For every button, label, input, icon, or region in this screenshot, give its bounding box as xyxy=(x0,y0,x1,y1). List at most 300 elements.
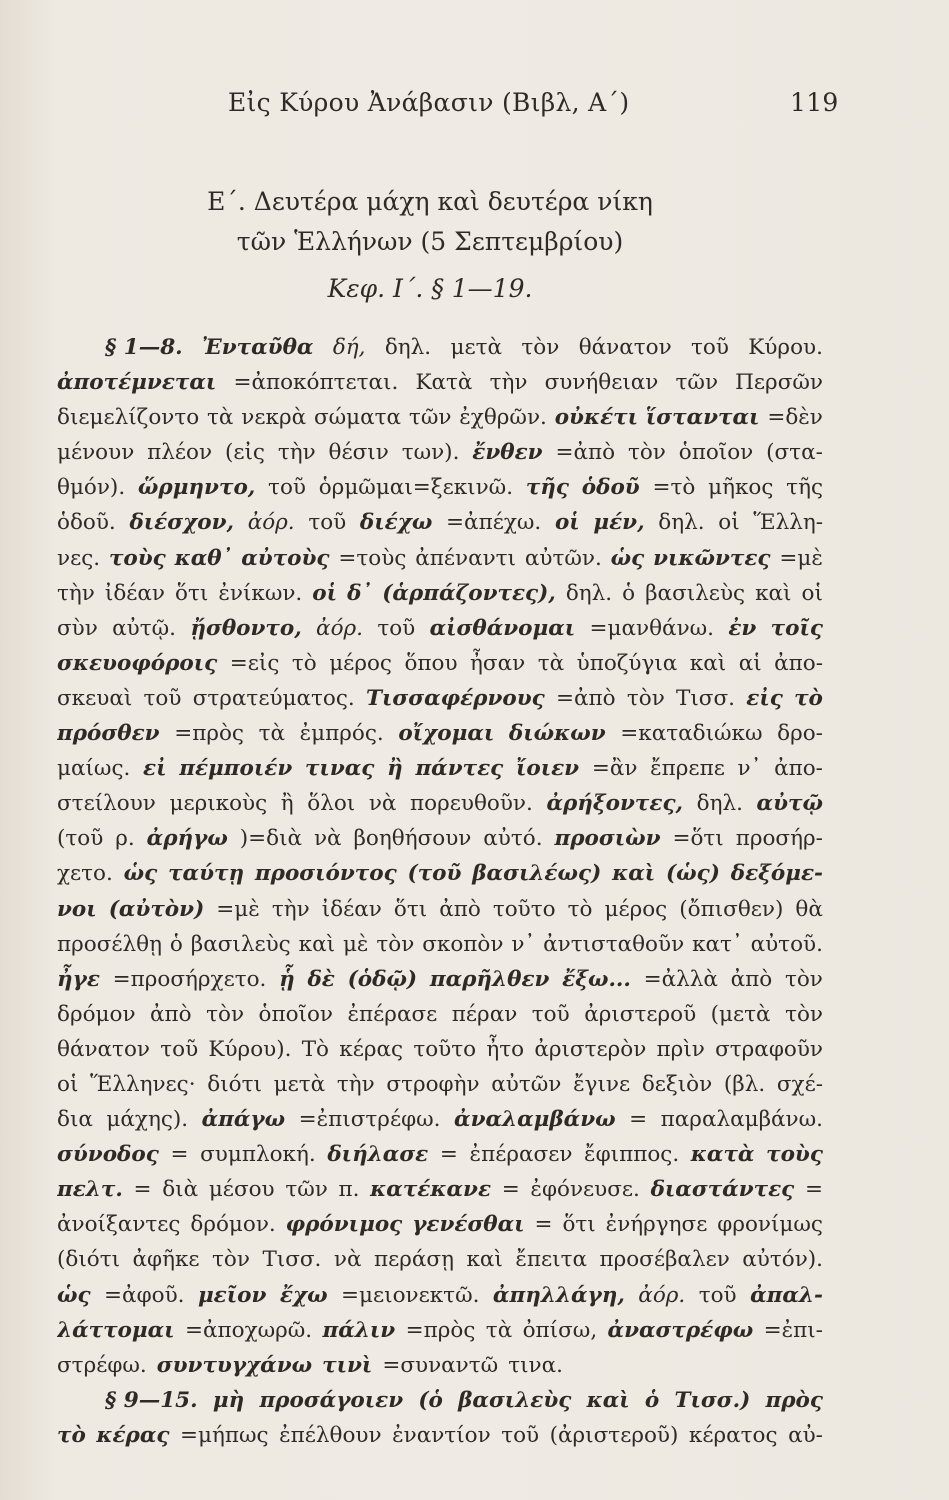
gloss-word: στείλουν xyxy=(57,791,156,817)
lemma-word: πρὸς xyxy=(765,1387,823,1413)
lemma-word: ταύτῃ xyxy=(168,861,245,887)
gloss-word: Κατὰ xyxy=(415,370,473,396)
gloss-word: ὅτι xyxy=(175,580,209,606)
gloss-word: ὅτι xyxy=(562,1212,596,1238)
gloss-word: = xyxy=(501,1177,520,1203)
gloss-word: βοηθήσουν xyxy=(353,826,472,852)
gloss-word: τῶν xyxy=(285,1177,328,1203)
text-line xyxy=(57,1067,823,1102)
lemma-word: τὸ xyxy=(57,1422,86,1448)
gloss-word: σώματα xyxy=(313,405,402,431)
gloss-word: τοῦ xyxy=(268,475,306,501)
gloss-word: τοῦτο xyxy=(413,1036,477,1062)
gloss-word: σχέ- xyxy=(776,1071,823,1097)
text-line xyxy=(57,681,823,716)
gloss-word: φρονίμως xyxy=(717,1212,823,1238)
gloss-word: ἔγινε xyxy=(573,1071,631,1097)
gloss-word: δεξιὸν xyxy=(641,1071,713,1097)
gloss-word: δή, xyxy=(332,335,366,360)
gloss-word: πλέον xyxy=(147,440,213,466)
lemma-word: ἐν xyxy=(728,615,757,641)
gloss-word: ρ. xyxy=(115,826,135,852)
gloss-word: στραφοῦν xyxy=(715,1036,823,1062)
gloss-word: ἀόρ. xyxy=(316,615,363,641)
gloss-word: Τισσ. xyxy=(676,685,735,711)
gloss-word: ἰδέαν xyxy=(321,896,382,922)
lemma-word: νοι xyxy=(57,896,97,922)
lemma-word: δὲ xyxy=(307,966,335,992)
gloss-word: ἐναντίον xyxy=(392,1422,491,1448)
gloss-word: =μὲ xyxy=(216,896,260,922)
gloss-word: =καταδιώκω xyxy=(620,721,763,747)
gloss-word: (μετὰ xyxy=(710,1001,771,1027)
text-line xyxy=(57,541,823,576)
gloss-word: οἱ xyxy=(718,510,740,536)
gloss-word: =τὸ xyxy=(652,475,696,501)
gloss-word: αὐτό. xyxy=(483,826,543,852)
text-line xyxy=(57,470,823,505)
lemma-word: ἔνθεν xyxy=(472,440,543,466)
text-line xyxy=(57,646,823,681)
lemma-word: (αὐτὸν) xyxy=(108,896,205,922)
lemma-word: τῆς xyxy=(525,475,570,501)
lemma-word: ὁδοῦ xyxy=(581,475,640,501)
gloss-word: ἐπέρασεν xyxy=(469,1142,573,1168)
gloss-word: χετο. xyxy=(57,861,113,887)
lemma-word: ὡς xyxy=(610,545,645,571)
gloss-word: τὴν xyxy=(336,1071,375,1097)
text-line xyxy=(57,821,823,856)
lemma-word: ἔξω... xyxy=(562,966,631,992)
text-line xyxy=(57,611,823,646)
gloss-word: δηλ. xyxy=(384,335,432,360)
lemma-word: μεῖον xyxy=(197,1282,267,1308)
gloss-word: μέρος xyxy=(329,650,392,676)
gloss-word: διεμελίζοντο xyxy=(57,405,200,431)
gloss-word: αὐτῶν. xyxy=(524,545,602,571)
gloss-word: προσέβαλεν xyxy=(599,1247,730,1273)
text-line xyxy=(57,751,823,786)
gloss-word: τοῦ xyxy=(377,615,416,641)
gloss-word: σκευαὶ xyxy=(57,685,133,711)
gloss-word: καὶ xyxy=(755,580,792,606)
gloss-word: δηλ. xyxy=(658,510,705,536)
gloss-word: τὸν xyxy=(626,685,665,711)
gloss-word: ἀντισταθοῦν xyxy=(543,931,685,957)
gloss-word: =ἀλλὰ xyxy=(643,966,718,992)
gloss-word: δηλ. xyxy=(565,580,613,606)
lemma-word: βασιλεὺς xyxy=(458,1387,572,1413)
lemma-word: ᾗ xyxy=(279,966,295,992)
lemma-word: πελτ. xyxy=(57,1177,123,1203)
lemma-word: προσάγοιεν xyxy=(259,1387,404,1413)
lemma-word: κέρας xyxy=(96,1422,170,1448)
lemma-word: παρῆλθεν xyxy=(429,966,550,992)
lemma-word: διέσχον, xyxy=(129,510,234,536)
lemma-word: τινὶ xyxy=(322,1352,373,1378)
gloss-word: ἀφῆκε xyxy=(132,1247,200,1273)
text-line xyxy=(57,1137,823,1172)
gloss-word: =ἀποχωρῶ. xyxy=(184,1317,313,1343)
gloss-word: =ἐπι- xyxy=(763,1317,823,1343)
lemma-word: διώκων xyxy=(508,721,606,747)
lemma-word: πρόσθεν xyxy=(57,721,160,747)
gloss-word: ὁδοῦ. xyxy=(57,510,116,536)
gloss-word: τὴν xyxy=(271,896,310,922)
gloss-word: =μειονεκτῶ. xyxy=(341,1282,480,1308)
gloss-word: τὸν xyxy=(212,1247,250,1273)
gloss-word: = xyxy=(439,1142,458,1168)
gloss-word: ἀπο- xyxy=(774,650,823,676)
lemma-word: αὐτοὺς xyxy=(241,545,330,571)
gloss-word: ἀπὸ xyxy=(730,966,773,992)
gloss-word: δρόμον. xyxy=(190,1212,276,1238)
gloss-word: ἐφόνευσε. xyxy=(530,1177,640,1203)
gloss-word: στρέφω. xyxy=(57,1352,147,1378)
gloss-word: (διότι xyxy=(57,1247,121,1273)
lemma-word: μέν, xyxy=(593,510,645,536)
gloss-word: τοῦ xyxy=(698,1282,737,1308)
gloss-word: τὰ xyxy=(537,650,565,676)
lemma-word: δ᾽ xyxy=(347,580,373,606)
gloss-word: μέρος xyxy=(604,896,668,922)
gloss-word: ἀπὸ xyxy=(439,896,481,922)
gloss-word: =εἰς xyxy=(229,650,280,676)
lemma-word: ἀπαλ- xyxy=(750,1282,823,1308)
gloss-word: =ὅτι xyxy=(672,826,724,852)
lemma-word: λάττομαι xyxy=(57,1317,175,1343)
lemma-word: οἴχομαι xyxy=(398,721,495,747)
lemma-word: (ἁρπάζοντες), xyxy=(382,580,556,606)
gloss-word: προσήρ- xyxy=(735,826,823,852)
text-line xyxy=(57,435,823,470)
gloss-word: καὶ xyxy=(466,1247,503,1273)
gloss-word: ὑποζύγια xyxy=(576,650,678,676)
lemma-word: καὶ xyxy=(586,1387,630,1413)
gloss-word: =τοὺς xyxy=(338,545,407,571)
gloss-word: μάχης). xyxy=(106,1107,189,1133)
gloss-word: περάσῃ xyxy=(373,1247,454,1273)
gloss-word: νὰ xyxy=(313,826,342,852)
gloss-word: τῆς xyxy=(786,475,823,501)
text-line xyxy=(57,1418,823,1453)
gloss-word: = xyxy=(133,1177,152,1203)
gloss-word: μετὰ xyxy=(450,335,503,360)
gloss-word: Περσῶν xyxy=(735,370,823,396)
gloss-word: τῶν xyxy=(675,370,719,396)
gloss-word: ἐχθρῶν. xyxy=(459,405,547,431)
gloss-word: ἀόρ. xyxy=(247,510,295,536)
gloss-word: μένουν xyxy=(57,440,135,466)
gloss-word: τὸν xyxy=(206,1001,245,1027)
lemma-word: Τισσαφέρνους xyxy=(366,685,545,711)
gloss-word: αὐτῶν xyxy=(491,1071,562,1097)
lemma-word: Τισσ.) xyxy=(674,1387,751,1413)
gloss-word: ὅλοι xyxy=(307,791,356,817)
gloss-word: τῶν xyxy=(408,405,452,431)
gloss-word: =μανθάνω. xyxy=(589,615,715,641)
gloss-word: Τὸ xyxy=(301,1036,329,1062)
text-line xyxy=(57,997,823,1032)
gloss-word: μὲ xyxy=(342,931,369,957)
gloss-word: ἰδέαν xyxy=(104,580,165,606)
lemma-word: τοὺς xyxy=(108,545,166,571)
gloss-word: διότι xyxy=(207,1071,262,1097)
lemma-word: πάντες xyxy=(415,756,504,782)
gloss-word: =ἀπέχω. xyxy=(446,510,542,536)
gloss-word: πρὶν xyxy=(656,1036,705,1062)
text-line xyxy=(57,330,823,365)
gloss-word: τοῦ xyxy=(143,685,182,711)
gloss-word: τὸ xyxy=(291,650,317,676)
gloss-word: αὐτοῦ. xyxy=(750,931,823,957)
gloss-word: τινα. xyxy=(508,1352,563,1378)
lemma-word: ἀποτέμνεται xyxy=(57,370,217,396)
gloss-word: μερικοὺς xyxy=(169,791,268,817)
section-heading-line-1: Ε΄. Δευτέρα μάχη καὶ δευτέρα νίκη xyxy=(207,187,653,216)
gloss-word: τοῦτο xyxy=(492,896,556,922)
text-line xyxy=(57,400,823,435)
gloss-word: τὸν xyxy=(784,966,823,992)
lemma-word: (ὁδῷ) xyxy=(347,966,418,992)
gloss-word: νὰ xyxy=(368,791,397,817)
text-line xyxy=(57,1172,823,1207)
gloss-word: νεκρὰ xyxy=(241,405,307,431)
gloss-word: τὴν xyxy=(277,440,316,466)
lemma-word: διέχω xyxy=(359,510,433,536)
gloss-word: ὀπίσω, xyxy=(522,1317,598,1343)
gloss-word: π. xyxy=(338,1177,360,1203)
lemma-word: βασιλέως) xyxy=(472,861,602,887)
lemma-word: τὸ xyxy=(794,685,823,711)
lemma-word: § 9—15. xyxy=(105,1387,198,1413)
gloss-word: τὴν xyxy=(57,580,95,606)
gloss-word: τὸ xyxy=(567,896,593,922)
gloss-word: οἱ xyxy=(801,580,823,606)
lemma-word: κατέκανε xyxy=(370,1177,492,1203)
lemma-word: οἱ xyxy=(312,580,338,606)
text-line xyxy=(57,786,823,821)
gloss-word: =πρὸς xyxy=(174,721,244,747)
gloss-word: ἐπέλθουν xyxy=(279,1422,382,1448)
gloss-word: ὅτι xyxy=(393,896,428,922)
gloss-word: ἢ xyxy=(280,791,294,817)
gloss-word: οἱ xyxy=(57,1071,79,1097)
lemma-word: συντυγχάνω xyxy=(156,1352,313,1378)
gloss-word: ἐπέρασε xyxy=(347,1001,438,1027)
gloss-word: ἦτο xyxy=(486,1036,525,1062)
gloss-word: προσέλθῃ xyxy=(57,931,162,957)
gloss-word: δηλ. xyxy=(696,791,743,817)
lemma-word: γενέσθαι xyxy=(412,1212,525,1238)
gloss-word: τὸν xyxy=(627,440,666,466)
lemma-word: ἀπάγω xyxy=(201,1107,286,1133)
gloss-word: ἀριστερὸν xyxy=(534,1036,647,1062)
lemma-word: (ὁ xyxy=(418,1387,443,1413)
gloss-word: τὰ xyxy=(485,1317,513,1343)
text-line xyxy=(57,1102,823,1137)
gloss-word: ἔπρεπε xyxy=(650,756,725,782)
gloss-word: θὰ xyxy=(795,896,823,922)
gloss-word: = xyxy=(804,1177,823,1203)
gloss-word: =μήπως xyxy=(180,1422,269,1448)
gloss-word: ὁποῖον xyxy=(678,440,754,466)
gloss-word: τὸν xyxy=(785,1001,823,1027)
gloss-word: θάνατον xyxy=(57,1036,150,1062)
gloss-word: =προσήρχετο. xyxy=(112,966,267,992)
gloss-word: αἱ xyxy=(738,650,762,676)
gloss-word: πέραν xyxy=(451,1001,518,1027)
lemma-word: ὡς xyxy=(123,861,158,887)
text-line xyxy=(57,927,823,962)
gloss-word: αὐτόν). xyxy=(742,1247,823,1273)
gloss-word: ἔπειτα xyxy=(515,1247,587,1273)
gloss-word: Τισσ. xyxy=(262,1247,322,1273)
gloss-word: Κύρου). xyxy=(208,1036,292,1062)
text-line xyxy=(57,1032,823,1067)
gloss-word: κατ᾽ xyxy=(692,931,743,957)
lemma-word: δεξόμε- xyxy=(730,861,823,887)
gloss-word: δια xyxy=(57,1107,93,1133)
lemma-word: καθ᾽ xyxy=(174,545,233,571)
text-line xyxy=(57,1383,823,1418)
gloss-word: (τοῦ xyxy=(57,826,104,852)
gloss-word: =ἀποκόπτεται. xyxy=(233,370,399,396)
gloss-word: κέρας xyxy=(339,1036,404,1062)
gloss-word: ὁρμῶμαι=ξεκινῶ. xyxy=(318,475,514,501)
text-line xyxy=(57,856,823,891)
gloss-word: ν᾽ xyxy=(511,931,536,957)
lemma-word: ἀπηλλάγη, xyxy=(492,1282,625,1308)
gloss-word: = xyxy=(629,1107,648,1133)
text-line xyxy=(57,1207,823,1242)
gloss-word: ἔφιππος. xyxy=(584,1142,680,1168)
gloss-word: αὐτῷ. xyxy=(112,615,177,641)
lemma-word: προσιὼν xyxy=(554,826,661,852)
running-head-title: Εἰς Κύρου Ἀνάβασιν (Βιβλ, Α΄) xyxy=(228,88,630,117)
gloss-word: των). xyxy=(401,440,460,466)
gloss-word: ὁ xyxy=(622,580,636,606)
lemma-word: Ἐνταῦθα xyxy=(202,335,314,360)
gloss-word: βασιλεὺς xyxy=(645,580,746,606)
gloss-word: )=διὰ xyxy=(239,826,303,852)
section-heading xyxy=(120,182,740,262)
lemma-word: κατὰ xyxy=(690,1142,755,1168)
lemma-word: πάλιν xyxy=(322,1317,396,1343)
gloss-word: =συναντῶ xyxy=(382,1352,499,1378)
gloss-word: (ἀριστεροῦ) xyxy=(549,1422,679,1448)
lemma-word: διήλασε xyxy=(327,1142,429,1168)
gloss-word: Ἕλληνες· xyxy=(90,1071,196,1097)
text-line xyxy=(57,962,823,997)
lemma-word: ἴοιεν xyxy=(515,756,580,782)
gloss-word: = xyxy=(534,1212,553,1238)
lemma-word: καὶ xyxy=(612,861,656,887)
lemma-word: (ὡς) xyxy=(665,861,720,887)
gloss-word: τὸν xyxy=(521,335,560,360)
lemma-word: φρόνιμος xyxy=(285,1212,403,1238)
lemma-word: διαστάντες xyxy=(650,1177,795,1203)
running-head xyxy=(228,88,848,117)
lemma-word: ἀναλαμβάνω xyxy=(454,1107,616,1133)
gloss-word: ἀπέναντι xyxy=(415,545,516,571)
gloss-word: διὰ xyxy=(162,1177,199,1203)
gloss-word: σκοπὸν xyxy=(422,931,504,957)
text-line xyxy=(57,1242,823,1277)
text-line xyxy=(57,1348,823,1383)
gloss-word: μετὰ xyxy=(273,1071,326,1097)
section-heading-line-2: τῶν Ἑλλήνων (5 Σεπτεμβρίου) xyxy=(236,227,624,256)
gloss-word: θέσιν xyxy=(328,440,389,466)
gloss-word: τὴν xyxy=(489,370,528,396)
gloss-word: (ὄπισθεν) xyxy=(679,896,784,922)
text-line xyxy=(57,576,823,611)
lemma-word: ἵστανται xyxy=(645,405,760,431)
lemma-word: ᾔσθοντο, xyxy=(190,615,302,641)
gloss-word: σὺν xyxy=(57,615,98,641)
lemma-word: ὥρμηντο, xyxy=(137,475,256,501)
lemma-word: αἰσθάνομαι xyxy=(429,615,576,641)
gloss-word: ἀπο- xyxy=(774,756,823,782)
page-number: 119 xyxy=(790,88,839,117)
text-line xyxy=(57,1278,823,1313)
gloss-word: ὅπου xyxy=(404,650,458,676)
gloss-word: δρόμον xyxy=(57,1001,136,1027)
lemma-word: (τοῦ xyxy=(407,861,462,887)
lemma-word: εἰ xyxy=(143,756,167,782)
lemma-word: ἢ xyxy=(387,756,403,782)
lemma-word: ἀρήγω xyxy=(146,826,228,852)
gloss-word: =ἀπὸ xyxy=(556,685,616,711)
gloss-word: (στα- xyxy=(766,440,823,466)
lemma-word: σύνοδος xyxy=(57,1142,159,1168)
gloss-word: ἐνήργησε xyxy=(605,1212,708,1238)
gloss-word: δρο- xyxy=(777,721,823,747)
lemma-word: οὐκέτι xyxy=(554,405,639,431)
lemma-word: ὡς xyxy=(57,1282,91,1308)
gloss-word: νες. xyxy=(57,545,101,571)
gloss-word: =μὲ xyxy=(779,545,823,571)
text-line xyxy=(57,892,823,927)
gloss-word: =ἀφοῦ. xyxy=(104,1282,185,1308)
text-line xyxy=(57,1313,823,1348)
gloss-word: =πρὸς xyxy=(405,1317,476,1343)
gloss-word: ἀπὸ xyxy=(150,1001,192,1027)
gloss-word: συμπλοκή. xyxy=(200,1142,316,1168)
gloss-word: =ἀπὸ xyxy=(555,440,616,466)
gloss-word: νὰ xyxy=(333,1247,362,1273)
gloss-word: τοῦ xyxy=(531,1001,570,1027)
gloss-word: ἀόρ. xyxy=(638,1282,686,1308)
gloss-word: ν᾽ xyxy=(737,756,762,782)
gloss-word: συνήθειαν xyxy=(544,370,659,396)
gloss-word: =ἂν xyxy=(591,756,638,782)
gloss-word: =ἐπιστρέφω. xyxy=(298,1107,441,1133)
lemma-word: ἀρήξοντες, xyxy=(546,791,684,817)
gloss-word: μῆκος xyxy=(708,475,774,501)
lemma-word: μὴ xyxy=(212,1387,245,1413)
chapter-reference: Κεφ. Ι΄. § 1—19. xyxy=(327,274,533,303)
gloss-word: (εἰς xyxy=(224,440,265,466)
lemma-word: νικῶντες xyxy=(653,545,771,571)
gloss-word: παραλαμβάνω. xyxy=(660,1107,823,1133)
gloss-word: ἐμπρός. xyxy=(299,721,384,747)
gloss-word: =δὲν xyxy=(767,405,823,431)
gloss-word: ἐνίκων. xyxy=(218,580,303,606)
gloss-word: καὶ xyxy=(298,931,336,957)
lemma-word: ἔχω xyxy=(279,1282,328,1308)
gloss-word: τὰ xyxy=(207,405,234,431)
